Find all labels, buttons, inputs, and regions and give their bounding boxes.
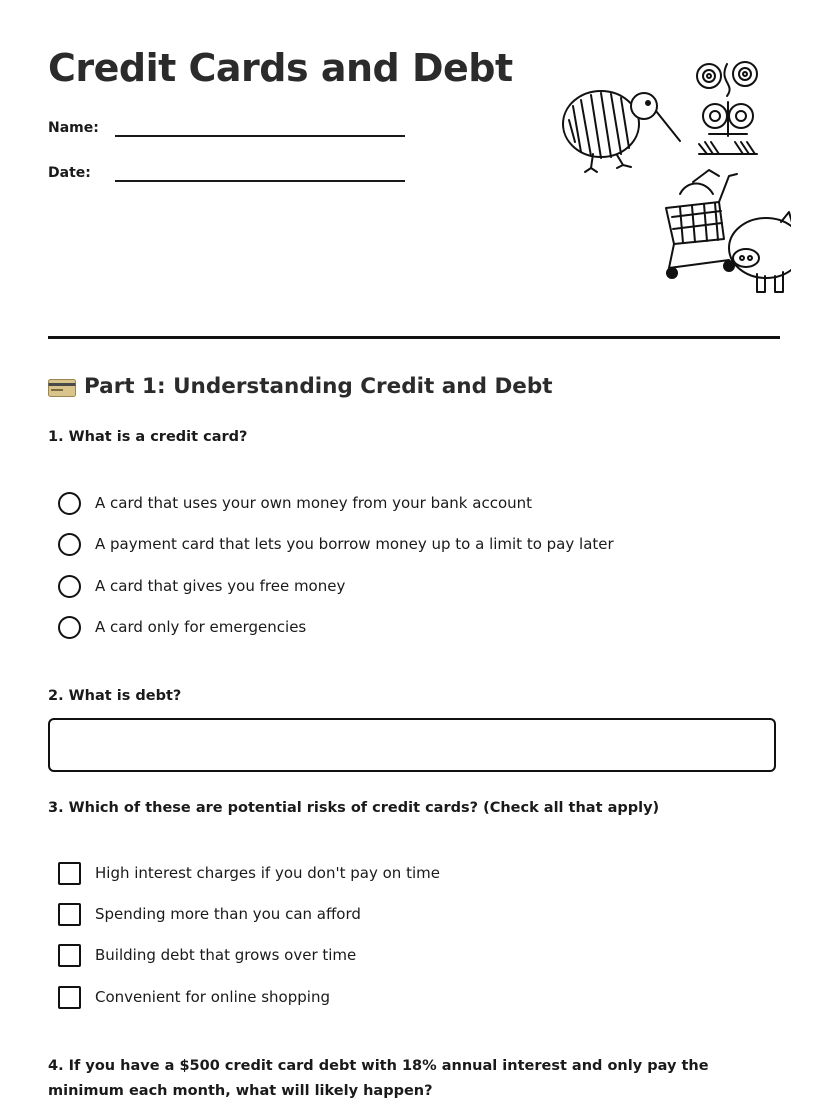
q1-option-4[interactable] — [58, 615, 306, 639]
name-line[interactable] — [115, 135, 405, 137]
header-illustration — [559, 54, 791, 302]
credit-card-icon — [48, 378, 76, 396]
option-label: A card only for emergencies — [95, 618, 307, 636]
checkbox[interactable] — [58, 986, 81, 1009]
radio-button[interactable] — [58, 575, 81, 598]
kiwi-bird-icon — [563, 91, 680, 172]
checkbox[interactable] — [58, 944, 81, 967]
question-1: 1. What is a credit card? — [48, 429, 248, 445]
option-label: A card that uses your own money from your bank account — [95, 494, 533, 512]
radio-button[interactable] — [58, 492, 81, 515]
radio-button[interactable] — [58, 616, 81, 639]
option-label: High interest charges if you don't pay on time — [95, 864, 440, 882]
date-field — [48, 157, 408, 185]
date-label: Date: — [48, 165, 91, 181]
q1-option-3[interactable] — [58, 574, 345, 598]
q1-option-1[interactable] — [58, 491, 532, 515]
worksheet-title: Credit Cards and Debt — [48, 46, 513, 90]
q3-option-3[interactable] — [58, 943, 356, 967]
radio-button[interactable] — [58, 533, 81, 556]
koru-pattern-icon — [697, 62, 757, 154]
option-label: A card that gives you free money — [95, 577, 346, 595]
date-line[interactable] — [115, 180, 405, 182]
question-4: 4. If you have a $500 credit card debt with 18% annual interest and only pay the minimum each month, what will likely happen? — [48, 1058, 709, 1099]
shopping-cart-icon — [666, 170, 737, 278]
part1-title — [48, 374, 553, 399]
option-label: A payment card that lets you borrow money up to a limit to pay later — [95, 535, 614, 553]
piggy-bank-icon — [729, 212, 791, 292]
checkbox[interactable] — [58, 903, 81, 926]
name-field — [48, 112, 408, 140]
q1-option-2[interactable] — [58, 532, 614, 556]
q3-option-4[interactable] — [58, 985, 330, 1009]
q3-option-2[interactable] — [58, 902, 361, 926]
option-label: Spending more than you can afford — [95, 905, 361, 923]
checkbox[interactable] — [58, 862, 81, 885]
option-label: Building debt that grows over time — [95, 946, 357, 964]
q3-option-1[interactable] — [58, 861, 440, 885]
header-divider — [48, 336, 780, 339]
part1-title-text: Part 1: Understanding Credit and Debt — [84, 374, 553, 399]
q2-answer-field[interactable] — [48, 718, 776, 772]
question-3: 3. Which of these are potential risks of credit cards? (Check all that apply) — [48, 800, 660, 816]
option-label: Convenient for online shopping — [95, 988, 330, 1006]
name-label: Name: — [48, 120, 99, 136]
worksheet-page — [48, 0, 780, 1118]
question-2: 2. What is debt? — [48, 688, 182, 704]
